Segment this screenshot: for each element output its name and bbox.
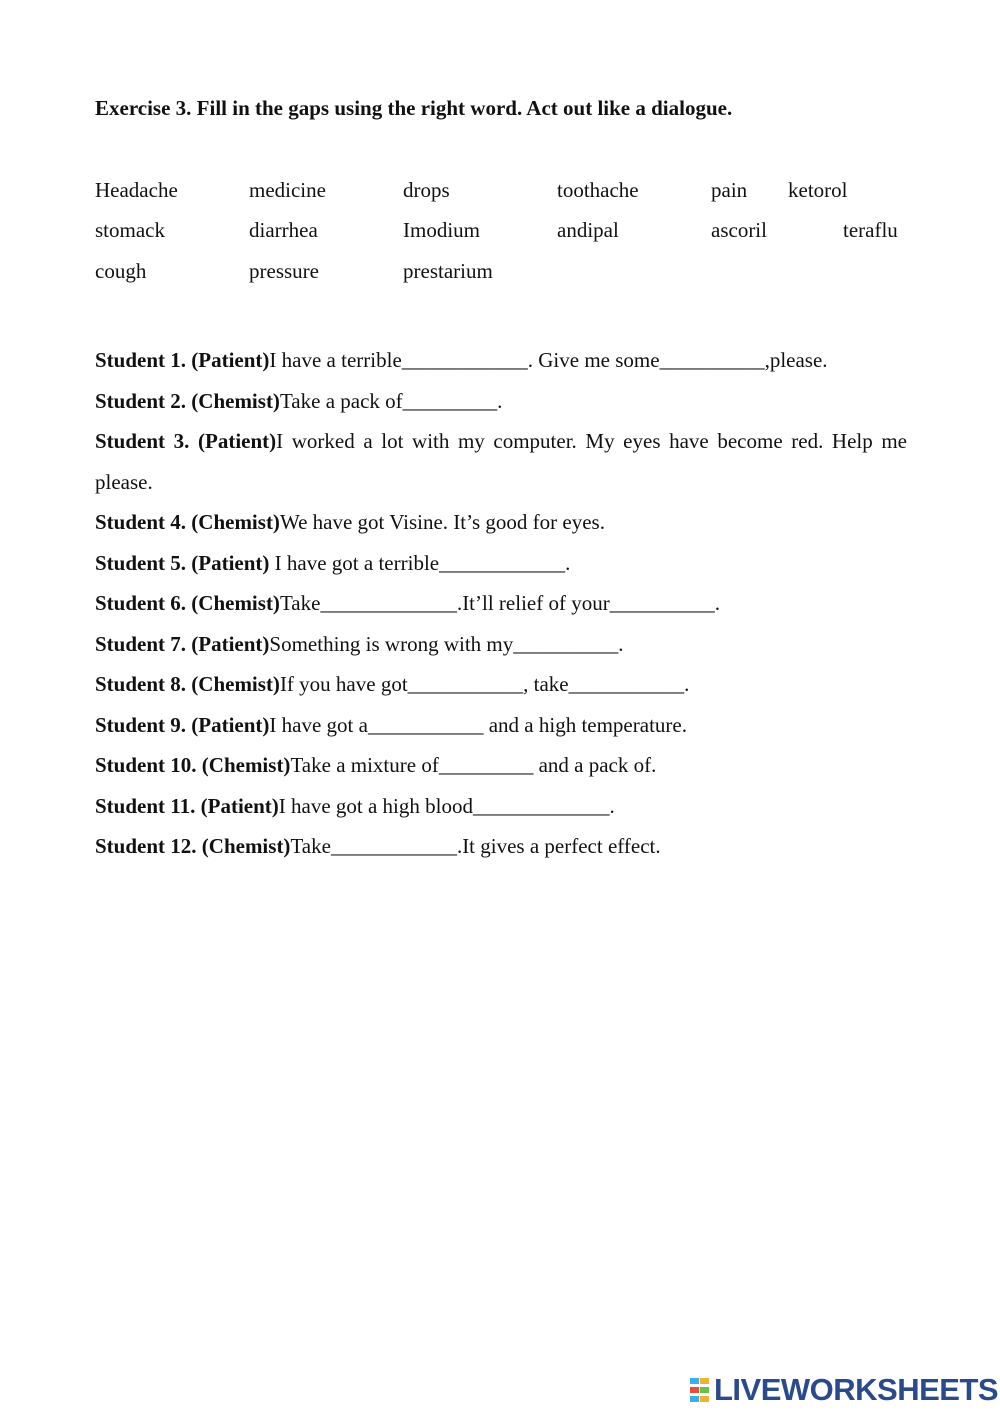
- speaker-label: Student 2.: [95, 388, 187, 413]
- speaker-label: Student 11.: [95, 793, 196, 818]
- word-bank-item: cough: [95, 259, 147, 283]
- dialogue-line: [95, 502, 907, 543]
- word-bank-item: medicine: [249, 178, 326, 202]
- word-bank-item: teraflu: [843, 218, 898, 242]
- dialogue-line: [95, 381, 907, 422]
- role-label: (Patient): [200, 793, 279, 818]
- role-label: (Chemist): [191, 510, 280, 534]
- speaker-label: Student 10.: [95, 753, 197, 777]
- dialogue-line: [95, 340, 907, 381]
- speaker-label: Student 8.: [95, 672, 187, 696]
- role-label: (Patient): [198, 429, 277, 453]
- speaker-label: Student 5.: [95, 550, 187, 575]
- line-text: I worked a lot with my computer. My eyes have become red. Help me please.: [95, 429, 907, 494]
- role-label: (Chemist): [191, 591, 280, 615]
- speaker-label: Student 1.: [95, 348, 187, 372]
- line-text: I have got a___________ and a high temperature.: [269, 712, 687, 737]
- word-bank-item: pain: [711, 178, 748, 202]
- role-label: (Chemist): [201, 834, 291, 858]
- word-bank-item: drops: [403, 178, 450, 202]
- role-label: (Patient): [191, 348, 270, 372]
- dialogue-line: [95, 421, 907, 502]
- line-text: If you have got___________, take___________.: [279, 672, 690, 696]
- role-label: (Chemist): [201, 753, 291, 777]
- word-bank-item: toothache: [557, 178, 639, 202]
- liveworksheets-logo: [690, 1372, 998, 1408]
- speaker-label: Student 6.: [95, 591, 187, 615]
- line-text: I have a terrible____________. Give me some__________,please.: [269, 348, 828, 372]
- line-text: Take_____________.It’ll relief of your__________.: [279, 591, 720, 615]
- role-label: (Patient): [191, 712, 270, 737]
- word-bank-item: ascoril: [711, 218, 767, 242]
- line-text: I have got a high blood_____________.: [278, 793, 615, 818]
- line-text: Take a pack of_________.: [279, 388, 503, 413]
- word-bank-item: stomack: [95, 218, 165, 242]
- word-bank-item: Imodium: [403, 218, 480, 242]
- dialogue-line: [95, 705, 907, 746]
- word-bank-item: Headache: [95, 178, 178, 202]
- exercise-title: Exercise 3. Fill in the gaps using the right word. Act out like a dialogue.: [95, 96, 733, 120]
- dialogue-line: [95, 624, 907, 665]
- dialogue-line: [95, 583, 907, 624]
- word-bank-item: ketorol: [788, 178, 848, 202]
- dialogue-line: [95, 543, 907, 584]
- speaker-label: Student 4.: [95, 510, 187, 534]
- dialogue-line: [95, 745, 907, 786]
- speaker-label: Student 7.: [95, 631, 187, 656]
- liveworksheets-logo-icon: [690, 1376, 710, 1404]
- speaker-label: Student 3.: [95, 429, 190, 453]
- dialogue-line: [95, 664, 907, 705]
- liveworksheets-logo-text: LIVEWORKSHEETS: [714, 1372, 999, 1407]
- dialogue-line: [95, 786, 907, 827]
- role-label: (Chemist): [191, 672, 280, 696]
- role-label: (Patient): [191, 550, 270, 575]
- line-text: We have got Visine. It’s good for eyes.: [279, 510, 605, 534]
- dialogue-line: [95, 826, 907, 867]
- word-bank-item: andipal: [557, 218, 619, 242]
- speaker-label: Student 12.: [95, 834, 197, 858]
- line-text: I have got a terrible____________.: [269, 550, 571, 575]
- role-label: (Chemist): [191, 388, 280, 413]
- word-bank-item: prestarium: [403, 259, 493, 283]
- role-label: (Patient): [191, 631, 270, 656]
- dialogue: [95, 340, 907, 867]
- word-bank-item: diarrhea: [249, 218, 318, 242]
- line-text: Take a mixture of_________ and a pack of.: [290, 753, 657, 777]
- line-text: Something is wrong with my__________.: [269, 631, 624, 656]
- word-bank-item: pressure: [249, 259, 319, 283]
- speaker-label: Student 9.: [95, 712, 187, 737]
- line-text: Take____________.It gives a perfect effect.: [290, 834, 661, 858]
